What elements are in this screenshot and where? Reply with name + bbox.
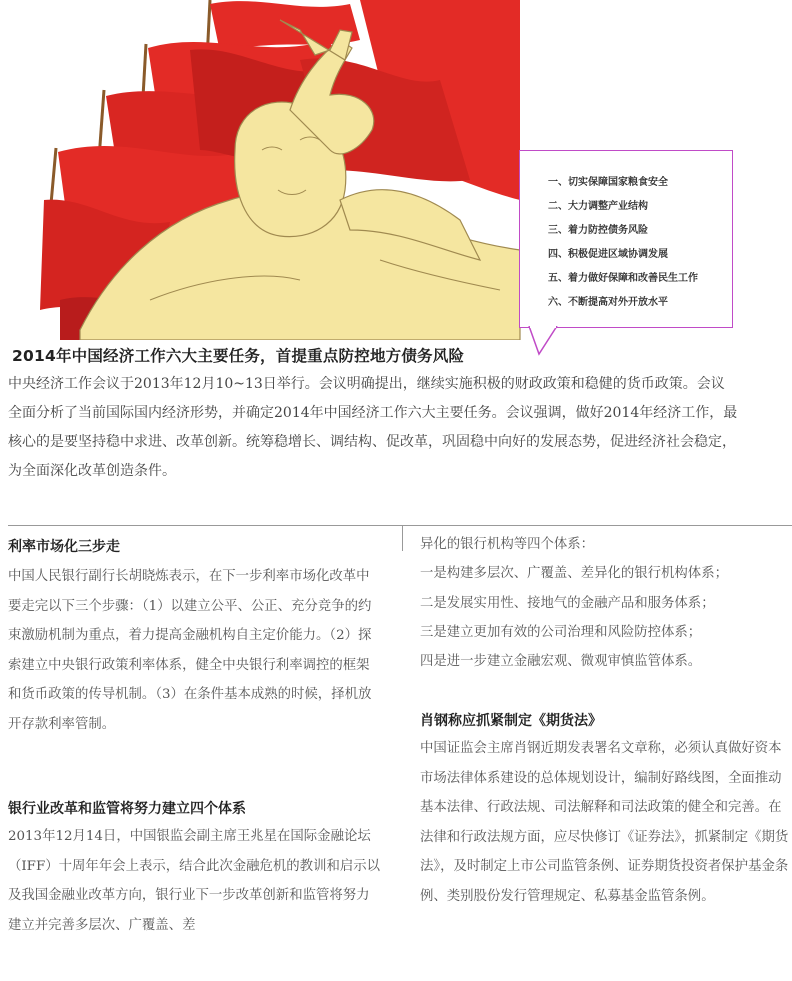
- page-title: 2014年中国经济工作六大主要任务，首提重点防控地方债务风险: [12, 347, 465, 365]
- task-item-4: 四、积极促进区域协调发展: [548, 249, 668, 260]
- section-title-futures-law: 肖钢称应抓紧制定《期货法》: [420, 713, 602, 729]
- four-systems-list: [420, 530, 728, 676]
- tasks-speech-bubble: [519, 150, 733, 328]
- list-item: 一是构建多层次、广覆盖、差异化的银行机构体系；: [420, 566, 728, 582]
- list-item: 二是发展实用性、接地气的金融产品和服务体系；: [420, 595, 715, 611]
- task-item-3: 三、着力防控债务风险: [548, 225, 648, 236]
- task-item-5: 五、着力做好保障和改善民生工作: [548, 273, 698, 284]
- bubble-tail: [527, 326, 567, 356]
- section-body-futures-law: 中国证监会主席肖钢近期发表署名文章称，必须认真做好资本市场法律体系建设的总体规划设计，编制好路线图，全面推动基本法律、行政法规、司法解释和司法政策的健全和完善。在法律和行政法规方面，应尽快修订《证券法》，抓紧制定《期货法》，及时制定上市公司监管条例、证券期货投资者保护基金条例、类别股份发行管理规定、私募基金监管条例。: [420, 741, 789, 904]
- section-title-banking-reform: 银行业改革和监管将努力建立四个体系: [8, 801, 246, 817]
- section-divider: [8, 525, 792, 526]
- section-body-banking-reform: 2013年12月14日，中国银监会副主席王兆星在国际金融论坛（IFF）十周年年会上表示，结合此次金融危机的教训和启示以及我国金融业改革方向，银行业下一步改革创新和监管将努力建立并完善多层次、广覆盖、差: [8, 829, 381, 933]
- list-item: 三是建立更加有效的公司治理和风险防控体系；: [420, 624, 702, 640]
- list-item: 四是进一步建立金融宏观、微观审慎监管体系。: [420, 654, 702, 670]
- intro-paragraph: 中央经济工作会议于2013年12月10~13日举行。会议明确提出，继续实施积极的财政政策和稳健的货币政策。会议全面分析了当前国际国内经济形势，并确定2014年中国经济工作六大主要任务。会议强调，做好2014年经济工作，最核心的是要坚持稳中求进、改革创新。统筹稳增长、调结构、促改革，巩固稳中向好的发展态势，促进经济社会稳定，为全面深化改革创造条件。: [8, 376, 738, 479]
- task-item-2: 二、大力调整产业结构: [548, 201, 648, 212]
- list-item-continuation: 异化的银行机构等四个体系：: [420, 537, 595, 552]
- section-title-interest-rate: 利率市场化三步走: [8, 539, 120, 555]
- task-item-1: 一、切实保障国家粮食安全: [548, 177, 668, 188]
- task-item-6: 六、不断提高对外开放水平: [548, 297, 668, 308]
- section-body-interest-rate: 中国人民银行副行长胡晓炼表示，在下一步利率市场化改革中要走完以下三个步骤：（1）以建立公平、公正、充分竞争的约束激励机制为重点，着力提高金融机构自主定价能力。（2）探索建立中央银行政策利率体系，健全中央银行利率调控的框架和货币政策的传导机制。（3）在条件基本成熟的时候，择机放开存款利率管制。: [8, 569, 372, 732]
- column-divider: [402, 525, 403, 551]
